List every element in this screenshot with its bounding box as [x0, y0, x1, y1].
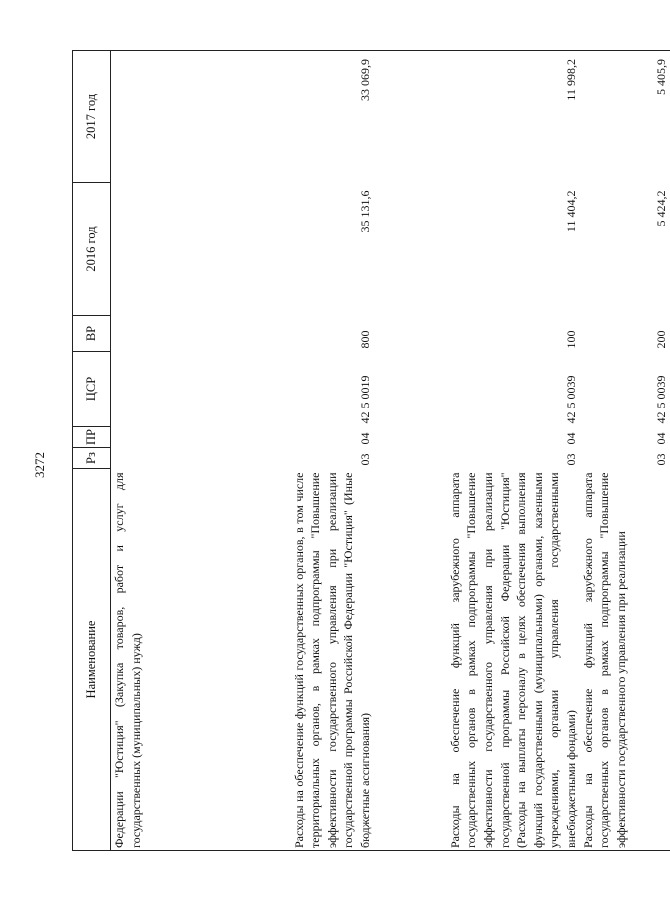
row-name: Федерации "Юстиция" (Закупка товаров, работ и услуг для государственных (муниципальных) нужд) — [111, 469, 181, 851]
row-2016: 5 424,2 — [653, 190, 668, 227]
row-2017: 33 069,9 — [181, 51, 374, 183]
row-pr: 04 — [653, 432, 668, 445]
header-rz: Рз — [73, 448, 111, 469]
row-pr: 04 — [357, 432, 372, 445]
row-csr — [111, 352, 181, 427]
row-rz: 03 — [653, 453, 668, 466]
row-2016: 35 131,6 — [357, 190, 372, 233]
row-rz: 03 — [563, 453, 578, 466]
row-csr: 42 5 0039 — [563, 375, 578, 424]
row-2017 — [111, 51, 181, 183]
row-name: Расходы на обеспечение функций зарубежного аппарата государственных органов в рамках подпрограммы "Повышение эффективности государственного управления при реализации — [580, 469, 670, 851]
header-name: Наименование — [73, 469, 111, 851]
row-2016 — [111, 183, 181, 316]
table-header — [73, 51, 111, 851]
row-2017: 11 998,2 — [374, 51, 580, 183]
budget-table — [72, 50, 670, 851]
row-name: Расходы на обеспечение функций зарубежного аппарата государственных органов в рамках подпрограммы "Повышение эффективности государственного управления при реализации государственной программы Российской Федерации "Юстиция" (Расходы на выплаты персоналу в целях обеспечения выполнения функций государственными (муниципальными) органами, казенными учреждениями, органами управления государственными внебюджетными фондами) — [374, 469, 580, 851]
rotated-page — [72, 51, 668, 851]
row-vr: 800 — [357, 330, 372, 349]
row-csr: 42 5 0019 — [357, 375, 372, 424]
row-rz: 03 — [357, 453, 372, 466]
table-row — [580, 51, 670, 851]
row-2017: 5 405,9 — [580, 51, 670, 183]
row-name: Расходы на обеспечение функций государственных органов, в том числе территориальных органов, в рамках подпрограммы "Повышение эффективности государственного управления при реализации государственной программы Российской Федерации "Юстиция" (Иные бюджетные ассигнования) — [181, 469, 374, 851]
header-2016: 2016 год — [73, 183, 111, 316]
row-pr — [111, 427, 181, 448]
table-row — [111, 51, 181, 851]
page-number — [30, 445, 50, 485]
header-csr: ЦСР — [73, 352, 111, 427]
row-rz — [111, 448, 181, 469]
row-vr: 100 — [563, 330, 578, 349]
row-csr: 42 5 0039 — [653, 375, 668, 424]
header-2017: 2017 год — [73, 51, 111, 183]
row-2016: 11 404,2 — [563, 190, 578, 233]
row-vr: 200 — [653, 330, 668, 349]
row-vr — [111, 316, 181, 352]
table-row — [181, 51, 374, 851]
header-pr: ПР — [73, 427, 111, 448]
table-row — [374, 51, 580, 851]
row-pr: 04 — [563, 432, 578, 445]
header-vr: ВР — [73, 316, 111, 352]
page-number-text: 3272 — [32, 452, 47, 478]
table-body — [111, 51, 670, 851]
